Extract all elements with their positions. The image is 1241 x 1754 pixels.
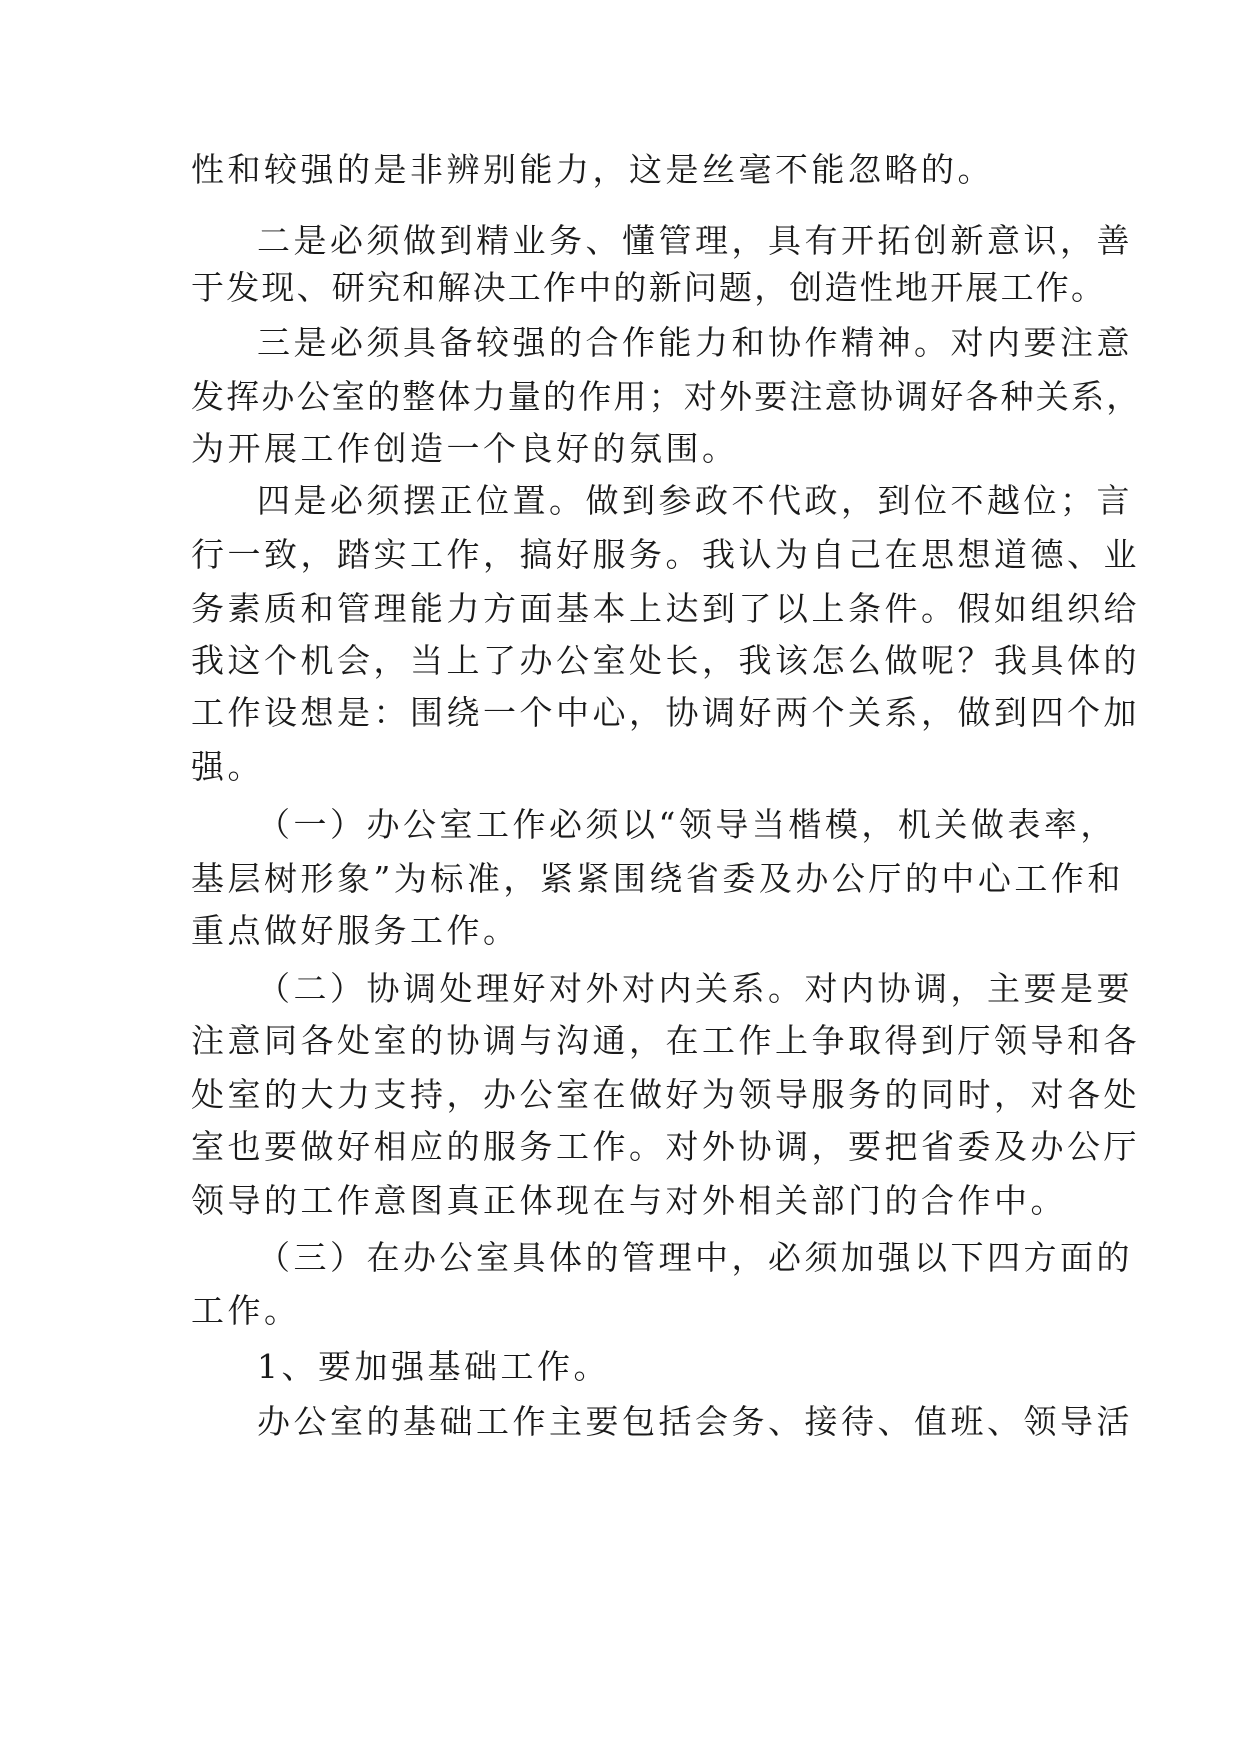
text-line: 发挥办公室的整体力量的作用；对外要注意协调好各种关系，	[191, 377, 1142, 416]
text-line: 二是必须做到精业务、懂管理，具有开拓创新意识，善	[257, 221, 1133, 260]
text-line: 1、要加强基础工作。	[257, 1347, 610, 1386]
text-line: 办公室的基础工作主要包括会务、接待、值班、领导活	[257, 1402, 1133, 1441]
text-line: 务素质和管理能力方面基本上达到了以上条件。假如组织给	[191, 589, 1140, 628]
text-line: 三是必须具备较强的合作能力和协作精神。对内要注意	[257, 323, 1133, 362]
text-line: 四是必须摆正位置。做到参政不代政，到位不越位；言	[257, 481, 1133, 520]
text-line: 处室的大力支持，办公室在做好为领导服务的同时，对各处	[191, 1075, 1140, 1114]
text-line: 性和较强的是非辨别能力，这是丝毫不能忽略的。	[191, 150, 994, 189]
text-line: 工作设想是：围绕一个中心，协调好两个关系，做到四个加	[191, 693, 1140, 732]
text-line: 我这个机会，当上了办公室处长，我该怎么做呢？我具体的	[191, 641, 1140, 680]
text-line: （二）协调处理好对外对内关系。对内协调，主要是要	[257, 969, 1133, 1008]
text-line: 注意同各处室的协调与沟通，在工作上争取得到厅领导和各	[191, 1021, 1140, 1060]
text-line: 基层树形象”为标准，紧紧围绕省委及办公厅的中心工作和	[191, 859, 1124, 898]
text-line: （一）办公室工作必须以“领导当楷模，机关做表率，	[257, 805, 1117, 844]
text-line: 领导的工作意图真正体现在与对外相关部门的合作中。	[191, 1181, 1067, 1220]
text-line: 为开展工作创造一个良好的氛围。	[191, 429, 739, 468]
text-line: 于发现、研究和解决工作中的新问题，创造性地开展工作。	[191, 268, 1107, 307]
text-line: 强。	[191, 747, 264, 786]
text-line: 行一致，踏实工作，搞好服务。我认为自己在思想道德、业	[191, 535, 1140, 574]
text-line: 工作。	[191, 1291, 301, 1330]
text-line: 室也要做好相应的服务工作。对外协调，要把省委及办公厅	[191, 1127, 1140, 1166]
text-line: （三）在办公室具体的管理中，必须加强以下四方面的	[257, 1238, 1133, 1277]
text-line: 重点做好服务工作。	[191, 911, 520, 950]
